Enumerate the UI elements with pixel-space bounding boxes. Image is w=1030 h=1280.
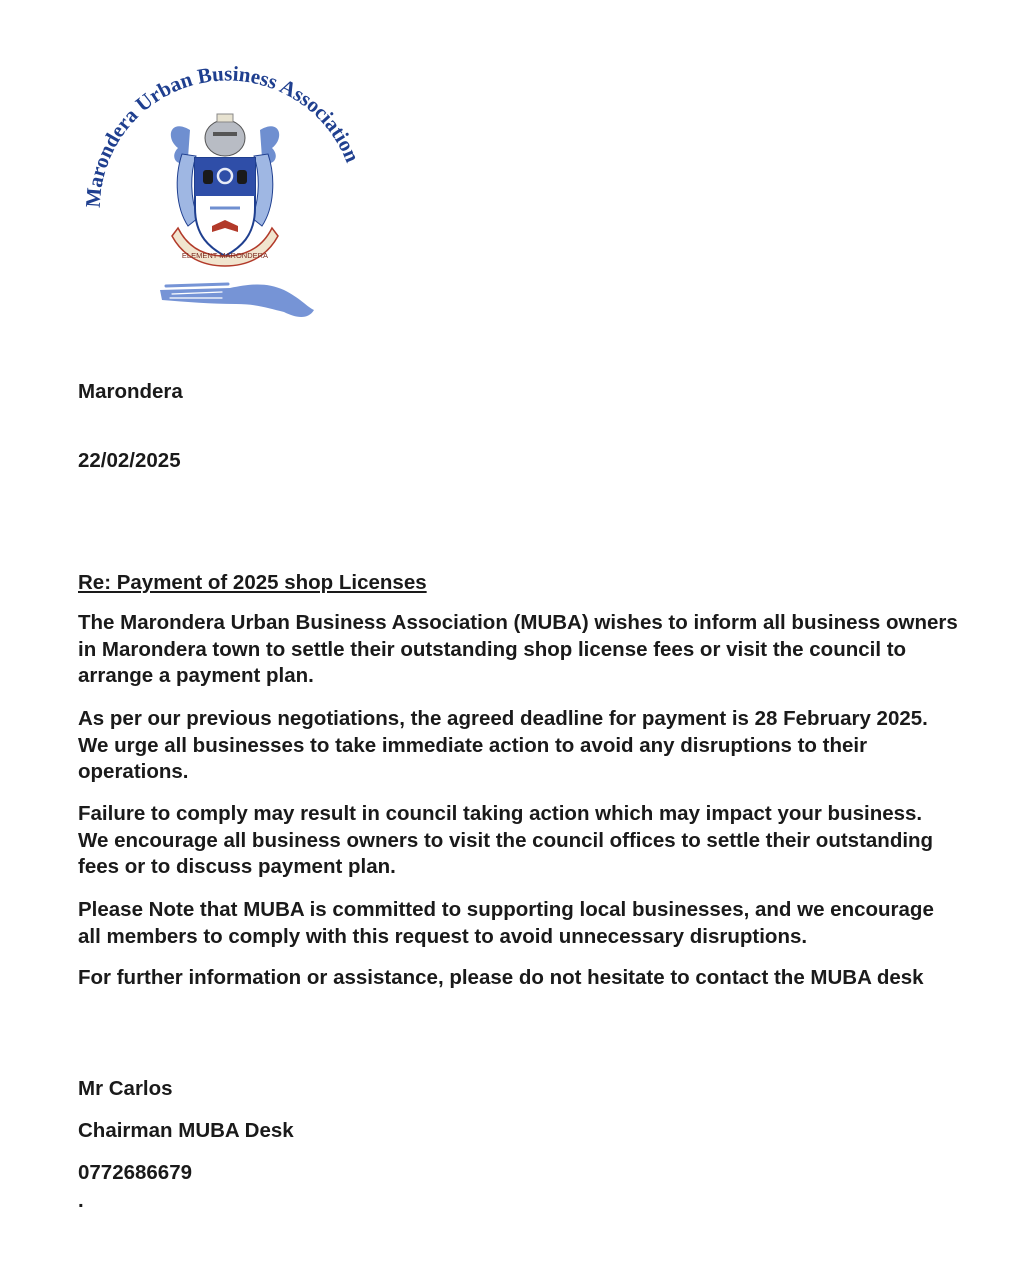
logo-motto: ELEMENT MARONDERA	[181, 251, 269, 260]
logo-arc-text: Marondera Urban Business Association	[80, 61, 365, 209]
letter-place: Marondera	[78, 380, 183, 403]
paragraph-3: Failure to comply may result in council taking action which may impact your business. We encourage all business owners to visit the council offices to settle their outstanding fees or to discuss payment plan.	[78, 802, 934, 878]
signatory-phone: 0772686679	[78, 1161, 193, 1184]
coat-of-arms-icon	[70, 58, 370, 328]
paragraph-4: Please Note that MUBA is committed to supporting local businesses, and we encourage all members to comply with this request to avoid unnecessary disruptions.	[78, 898, 934, 948]
signatory-title: Chairman MUBA Desk	[78, 1119, 294, 1142]
letter-subject: Re: Payment of 2025 shop Licenses	[78, 571, 427, 594]
trailing-mark: .	[78, 1189, 84, 1212]
paragraph-1: The Marondera Urban Business Association (MUBA) wishes to inform all business owners in Marondera town to settle their outstanding shop license fees or visit the council to arrange a payment plan.	[78, 611, 958, 687]
signatory-name: Mr Carlos	[78, 1077, 173, 1100]
letter-date: 22/02/2025	[78, 449, 181, 472]
association-logo	[70, 58, 370, 328]
paragraph-2: As per our previous negotiations, the agreed deadline for payment is 28 February 2025. We urge all businesses to take immediate action to avoid any disruptions to their operations.	[78, 707, 928, 783]
hand-icon	[160, 285, 314, 318]
paragraph-5: For further information or assistance, please do not hesitate to contact the MUBA desk	[78, 966, 924, 989]
